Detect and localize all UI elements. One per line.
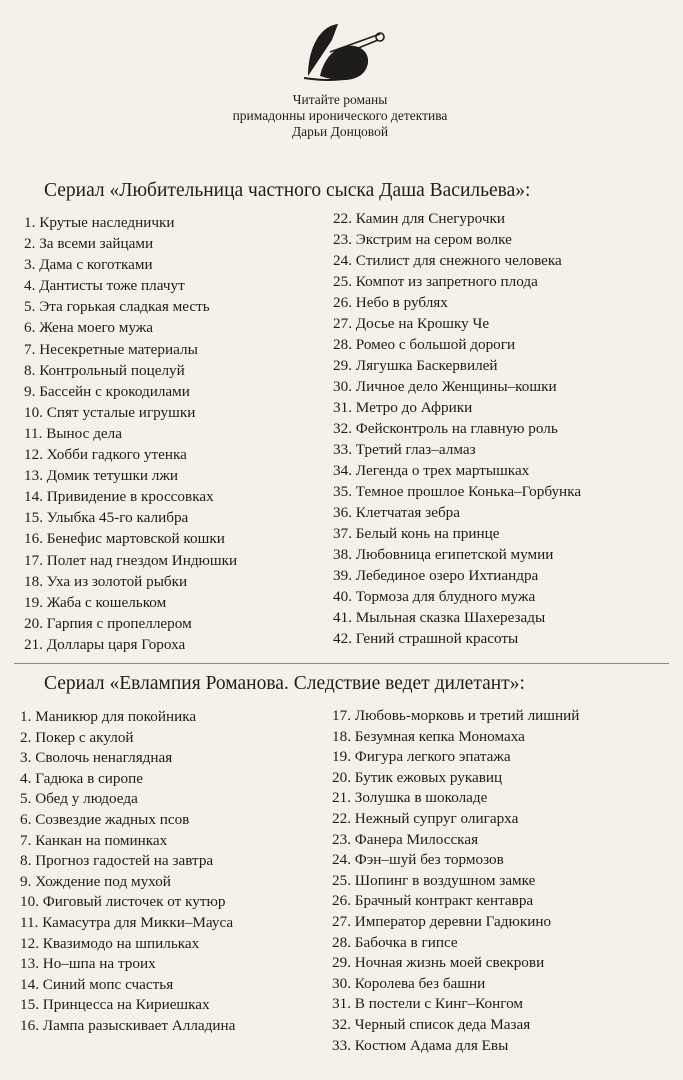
book-title-item: 34. Легенда о трех мартышках: [333, 462, 530, 479]
book-title-item: 5. Эта горькая сладкая месть: [24, 298, 210, 316]
book-title-item: 15. Улыбка 45-го калибра: [24, 509, 189, 527]
book-title-item: 42. Гений страшной красоты: [333, 630, 519, 647]
book-title-item: 18. Уха из золотой рыбки: [24, 572, 188, 590]
book-title-item: 26. Брачный контракт кентавра: [332, 892, 534, 910]
book-title-item: 24. Стилист для снежного человека: [333, 252, 562, 269]
book-title-item: 32. Фейсконтроль на главную роль: [333, 420, 558, 437]
book-title-item: 6. Жена моего мужа: [24, 319, 154, 337]
book-title-item: 29. Ночная жизнь моей свекрови: [332, 954, 545, 972]
book-title-item: 11. Камасутра для Микки–Мауса: [20, 913, 234, 931]
book-title-item: 17. Любовь-морковь и третий лишний: [332, 707, 580, 724]
book-title-item: 39. Лебединое озеро Ихтиандра: [333, 567, 539, 584]
book-title-item: 27. Император деревни Гадюкино: [332, 912, 552, 930]
book-title-item: 25. Компот из запретного плода: [333, 273, 538, 290]
book-title-item: 23. Фанера Милосская: [332, 830, 479, 848]
book-title-item: 22. Нежный супруг олигарха: [332, 809, 519, 827]
book-title-item: 29. Лягушка Баскервилей: [333, 357, 498, 374]
series-1-right-column: [333, 208, 581, 649]
book-title-item: 4. Гадюка в сиропе: [20, 769, 143, 787]
book-title-item: 14. Синий мопс счастья: [20, 975, 174, 993]
book-title-item: 2. Покер с акулой: [20, 728, 134, 746]
series-title-dasha: Сериал «Любительница частного сыска Даша Васильева»:: [44, 180, 531, 201]
book-title-item: 36. Клетчатая зебра: [333, 504, 461, 521]
book-title-item: 41. Мыльная сказка Шахерезады: [333, 609, 546, 626]
book-title-item: 26. Небо в рублях: [333, 294, 448, 311]
book-title-item: 28. Бабочка в гипсе: [332, 933, 458, 951]
book-title-item: 7. Канкан на поминках: [20, 831, 168, 849]
book-title-item: 11. Вынос дела: [24, 424, 122, 442]
book-title-item: 38. Любовница египетской мумии: [333, 546, 554, 563]
book-title-item: 20. Гарпия с пропеллером: [24, 614, 192, 632]
series-2-right-column: [332, 706, 579, 1056]
book-title-item: 5. Обед у людоеда: [20, 790, 138, 808]
intro-line-3: Дарьи Донцовой: [291, 124, 389, 139]
book-title-item: 21. Доллары царя Гороха: [24, 635, 186, 653]
series-title-evlampia: Сериал «Евлампия Романова. Следствие ведет дилетант»:: [44, 673, 525, 694]
intro-line-1: Читайте романы: [292, 92, 388, 107]
book-title-item: 28. Ромео с большой дороги: [333, 336, 516, 353]
book-title-item: 6. Созвездие жадных псов: [20, 810, 190, 828]
series-1-left-column: [24, 212, 237, 655]
book-title-item: 21. Золушка в шоколаде: [332, 789, 488, 807]
book-title-item: 13. Домик тетушки лжи: [24, 467, 178, 485]
book-title-item: 24. Фэн–шуй без тормозов: [332, 851, 504, 869]
book-title-item: 32. Черный список деда Мазая: [332, 1015, 531, 1033]
book-title-item: 20. Бутик ежовых рукавиц: [332, 768, 503, 786]
book-title-item: 14. Привидение в кроссовках: [24, 488, 214, 506]
publisher-logo-icon: [290, 18, 390, 90]
book-title-item: 3. Сволочь ненаглядная: [20, 749, 173, 767]
book-title-item: 31. Метро до Африки: [333, 399, 473, 416]
book-title-item: 22. Камин для Снегурочки: [333, 210, 505, 227]
intro-text: [150, 92, 530, 140]
book-title-item: 15. Принцесса на Кириешках: [20, 996, 210, 1014]
book-title-item: 27. Досье на Крошку Че: [333, 315, 490, 332]
intro-line-2: примадонны иронического детектива: [232, 108, 448, 123]
book-title-item: 8. Контрольный поцелуй: [24, 361, 185, 379]
book-title-item: 33. Костюм Адама для Евы: [332, 1036, 509, 1054]
book-title-item: 33. Третий глаз–алмаз: [333, 441, 476, 458]
book-title-item: 10. Фиговый листочек от кутюр: [20, 893, 226, 911]
book-title-item: 19. Фигура легкого эпатажа: [332, 748, 511, 766]
book-title-item: 25. Шопинг в воздушном замке: [332, 871, 536, 889]
book-title-item: 10. Спят усталые игрушки: [24, 403, 196, 421]
book-title-item: 2. За всеми зайцами: [24, 235, 154, 253]
book-title-item: 16. Бенефис мартовской кошки: [24, 530, 225, 548]
book-title-item: 9. Хождение под мухой: [20, 872, 171, 890]
book-title-item: 12. Хобби гадкого утенка: [24, 446, 187, 464]
book-title-item: 8. Прогноз гадостей на завтра: [20, 852, 214, 870]
book-title-item: 1. Маникюр для покойника: [20, 708, 197, 725]
series-2-left-column: [20, 707, 235, 1037]
book-title-item: 30. Королева без башни: [332, 974, 486, 992]
book-title-item: 40. Тормоза для блудного мужа: [333, 588, 536, 605]
book-title-item: 13. Но–шпа на троих: [20, 955, 156, 973]
book-title-item: 19. Жаба с кошельком: [24, 593, 167, 611]
section-divider: [14, 663, 669, 664]
book-title-item: 4. Дантисты тоже плачут: [24, 277, 185, 295]
book-title-item: 3. Дама с коготками: [24, 256, 153, 274]
book-title-item: 17. Полет над гнездом Индюшки: [24, 551, 238, 569]
book-title-item: 12. Квазимодо на шпильках: [20, 934, 200, 952]
book-title-item: 7. Несекретные материалы: [24, 340, 198, 358]
book-title-item: 23. Экстрим на сером волке: [333, 231, 512, 248]
book-title-item: 37. Белый конь на принце: [333, 525, 500, 542]
book-title-item: 30. Личное дело Женщины–кошки: [333, 378, 557, 395]
book-title-item: 18. Безумная кепка Мономаха: [332, 727, 525, 745]
book-title-item: 9. Бассейн с крокодилами: [24, 382, 190, 400]
book-title-item: 1. Крутые наследнички: [24, 214, 175, 231]
book-title-item: 35. Темное прошлое Конька–Горбунка: [333, 483, 582, 500]
book-title-item: 16. Лампа разыскивает Алладина: [20, 1016, 236, 1034]
book-title-item: 31. В постели с Кинг–Конгом: [332, 995, 524, 1013]
